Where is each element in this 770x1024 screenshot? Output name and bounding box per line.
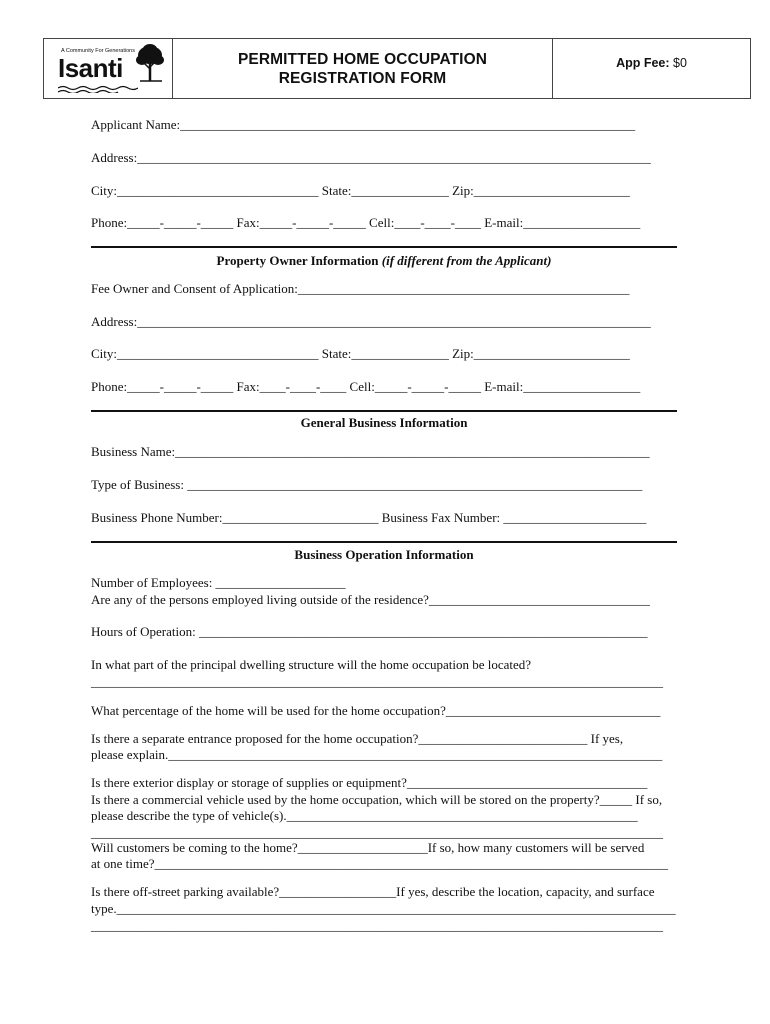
applicant-name-field[interactable]: Applicant Name:______________________________________________________________________ xyxy=(91,117,636,132)
title-line-1: PERMITTED HOME OCCUPATION xyxy=(237,50,488,68)
business-type-field[interactable]: Type of Business: ______________________________________________________________________ xyxy=(91,477,643,492)
property-owner-section-title xyxy=(91,253,677,269)
vehicle-type-field[interactable]: please describe the type of vehicle(s).______________________________________________________ xyxy=(91,808,638,823)
property-owner-note: (if different from the Applicant) xyxy=(381,253,552,268)
applicant-phone-fax-cell-email-field[interactable]: Phone:_____-_____-_____ Fax:_____-_____-_____ Cell:____-____-____ E-mail:__________________ xyxy=(91,215,641,230)
logo-name: Isanti xyxy=(58,53,123,83)
isanti-logo xyxy=(44,39,173,98)
dwelling-question: In what part of the principal dwelling structure will the home occupation be located? xyxy=(91,657,532,672)
applicant-address-field[interactable]: Address:_______________________________________________________________________________ xyxy=(91,150,651,165)
divider xyxy=(91,541,677,543)
business-operation-section-title: Business Operation Information xyxy=(294,547,474,562)
hours-field[interactable]: Hours of Operation: _____________________________________________________________________ xyxy=(91,624,648,639)
general-business-section-title: General Business Information xyxy=(300,415,468,430)
app-fee-value: $0 xyxy=(673,56,687,70)
parking-type-field[interactable]: type.______________________________________________________________________________________ xyxy=(91,901,676,916)
exterior-display-field[interactable]: Is there exterior display or storage of supplies or equipment?_____________________________________ xyxy=(91,775,648,790)
percentage-field[interactable]: What percentage of the home will be used for the home occupation?_________________________________ xyxy=(91,703,661,718)
owner-address-field[interactable]: Address:_______________________________________________________________________________ xyxy=(91,314,651,329)
app-fee xyxy=(553,39,750,98)
customers-field[interactable]: Will customers be coming to the home?____________________If so, how many customers will be served xyxy=(91,840,645,855)
logo-tagline: A Community For Generations xyxy=(61,48,135,54)
title-line-2: REGISTRATION FORM xyxy=(278,69,447,87)
divider xyxy=(91,246,677,248)
entrance-explain-field[interactable]: please explain.____________________________________________________________________________ xyxy=(91,747,663,762)
form-title xyxy=(173,39,553,98)
business-phone-fax-field[interactable]: Business Phone Number:________________________ Business Fax Number: ______________________ xyxy=(91,510,647,525)
dwelling-answer-field[interactable]: ________________________________________________________________________________________ xyxy=(91,674,663,689)
business-name-field[interactable]: Business Name:_________________________________________________________________________ xyxy=(91,444,650,459)
parking-extra-line[interactable]: ________________________________________________________________________________________ xyxy=(91,918,663,933)
vehicle-extra-line[interactable]: ________________________________________________________________________________________ xyxy=(91,825,663,840)
customers-at-once-field[interactable]: at one time?_______________________________________________________________________________ xyxy=(91,856,669,871)
tree-icon xyxy=(134,43,166,83)
entrance-field[interactable]: Is there a separate entrance proposed for the home occupation?__________________________ If yes, xyxy=(91,731,624,746)
employees-outside-field[interactable]: Are any of the persons employed living outside of the residence?__________________________________ xyxy=(91,592,650,607)
property-owner-title: Property Owner Information xyxy=(216,253,379,268)
owner-consent-field[interactable]: Fee Owner and Consent of Application:___________________________________________________ xyxy=(91,281,630,296)
waves-icon xyxy=(58,85,138,93)
owner-phone-fax-cell-email-field[interactable]: Phone:_____-_____-_____ Fax:____-____-____ Cell:_____-_____-_____ E-mail:__________________ xyxy=(91,379,641,394)
form-header xyxy=(43,38,751,99)
owner-city-state-zip-field[interactable]: City:_______________________________ State:_______________ Zip:________________________ xyxy=(91,346,630,361)
app-fee-label: App Fee: xyxy=(616,56,670,70)
parking-field[interactable]: Is there off-street parking available?__________________If yes, describe the location, capacity, and surface xyxy=(91,884,655,899)
employees-field[interactable]: Number of Employees: ____________________ xyxy=(91,575,346,590)
divider xyxy=(91,410,677,412)
commercial-vehicle-field[interactable]: Is there a commercial vehicle used by the home occupation, which will be stored on the property?_____ If so, xyxy=(91,792,663,807)
applicant-city-state-zip-field[interactable]: City:_______________________________ State:_______________ Zip:________________________ xyxy=(91,183,630,198)
